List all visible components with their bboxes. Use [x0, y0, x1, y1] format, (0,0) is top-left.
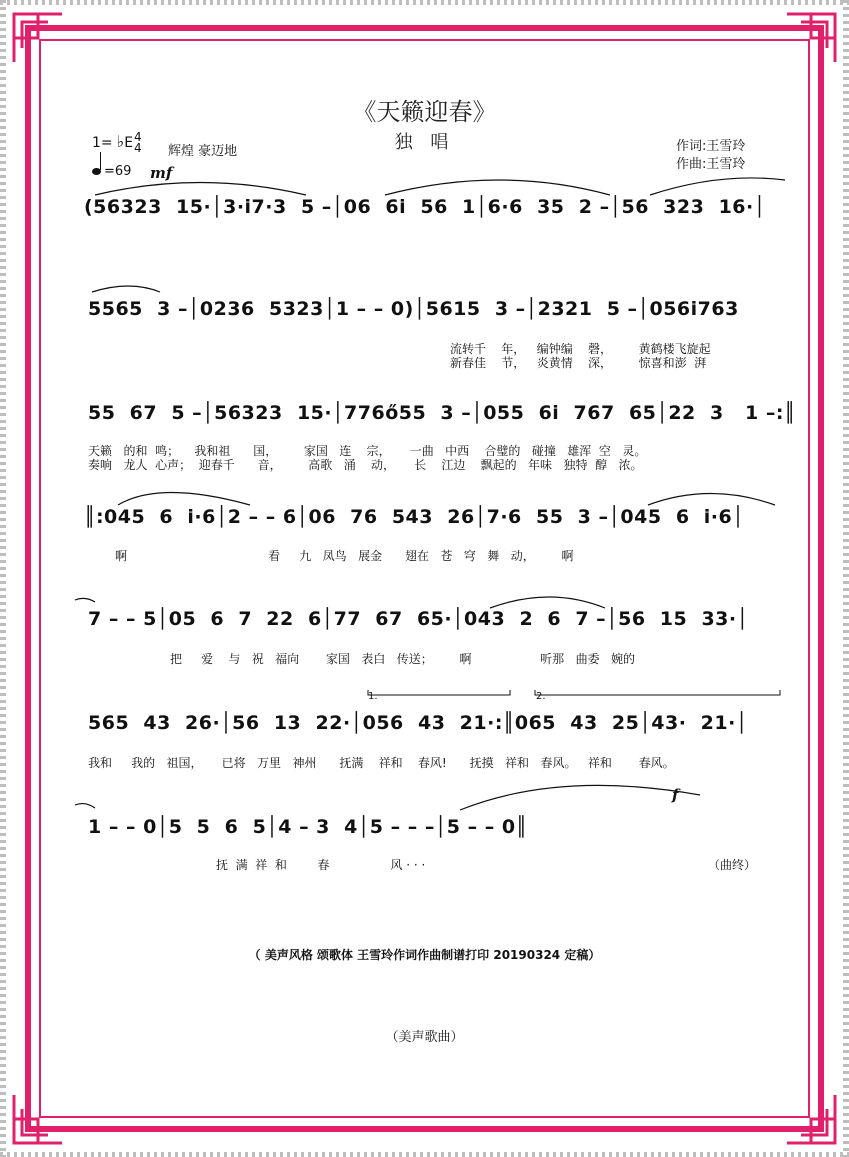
expression-marking: 辉煌 豪迈地 [168, 144, 238, 159]
notation-line-5: 7 – – 5│05 6 7 22 6│77 67 65·│043 2 6 7 –│56 15 33·│ [88, 608, 749, 630]
flat-symbol: ♭ [116, 132, 125, 151]
notation-line-7: 1 – – 0│5 5 6 5│4 – 3 4│5 – – –│5 – – 0║ [88, 816, 528, 838]
notation-line-2: 5565 3 –│0236 5323│1 – – 0)│5615 3 –│2321 5 –│056i763 [88, 298, 739, 320]
lyrics-line-4: 啊 看 九 凤鸟 展金 翅在 苍 穹 舞 动， 啊 [115, 549, 574, 563]
notation-line-3: 55 67 5 –│56323 15·│776ő55 3 –│055 6i 767 65│22 3 1 –:║ [88, 402, 796, 424]
performance-type: 独 唱 [394, 132, 455, 153]
volta-2: 2. [536, 691, 546, 702]
notation-line-4: ║:045 6 i·6│2 – – 6│06 76 543 26│7·6 55 3 –│045 6 i·6│ [84, 506, 745, 528]
lyrics-line-7: 抚 满 祥 和 春 风 · · · [216, 858, 426, 872]
end-marking: （曲终） [708, 858, 757, 872]
key-prefix: 1= [92, 135, 113, 151]
lyricist: 作词:王雪玲 [676, 139, 746, 154]
dynamic-f: f [672, 786, 679, 804]
lyrics-line-5: 把 爱 与 祝 福向 家国 表白 传送； 啊 听那 曲委 婉的 [170, 652, 636, 666]
lyrics-line-6: 我和 我的 祖国， 已将 万里 神州 抚满 祥和 春风! 抚摸 祥和 春风。 祥和 春风。 [88, 756, 675, 770]
time-top: 4 [134, 130, 142, 144]
lyrics-line-3-verse-1: 天籁 的和 鸣； 我和祖 国， 家国 连 宗， 一曲 中西 合璧的 碰撞 雄浑 空 灵。 [88, 444, 647, 458]
lyrics-line-2-verse-1: 流转千 年， 编钟编 磬， 黄鹤楼飞旋起 [450, 342, 711, 356]
time-bottom: 4 [134, 141, 142, 155]
lyrics-line-3-verse-2: 奏响 龙人 心声； 迎春千 音， 高歌 涌 动， 长 江边 飘起的 年味 独特 醇 浓。 [88, 458, 643, 472]
notation-line-1: (56323 15·│3·i7·3 5 –│06 6i 56 1│6·6 35 2 –│56 323 16·│ [84, 196, 766, 218]
key-tonic: E [124, 135, 134, 151]
lyrics-line-2-verse-2: 新春佳 节， 炎黄情 深， 惊喜和澎 湃 [450, 356, 707, 370]
volta-1: 1. [368, 691, 378, 702]
footer-note: （ 美声风格 颂歌体 王雪玲作词作曲制谱打印 20190324 定稿） [248, 948, 601, 962]
tempo-value: =69 [104, 164, 132, 179]
song-title: 《天籁迎春》 [352, 98, 497, 126]
dynamic-mf: mf [150, 164, 173, 182]
genre-label: （美声歌曲） [385, 1030, 464, 1045]
composer: 作曲:王雪玲 [676, 157, 746, 172]
notation-line-6: 565 43 26·│56 13 22·│056 43 21·:║065 43 25│43· 21·│ [88, 712, 748, 734]
